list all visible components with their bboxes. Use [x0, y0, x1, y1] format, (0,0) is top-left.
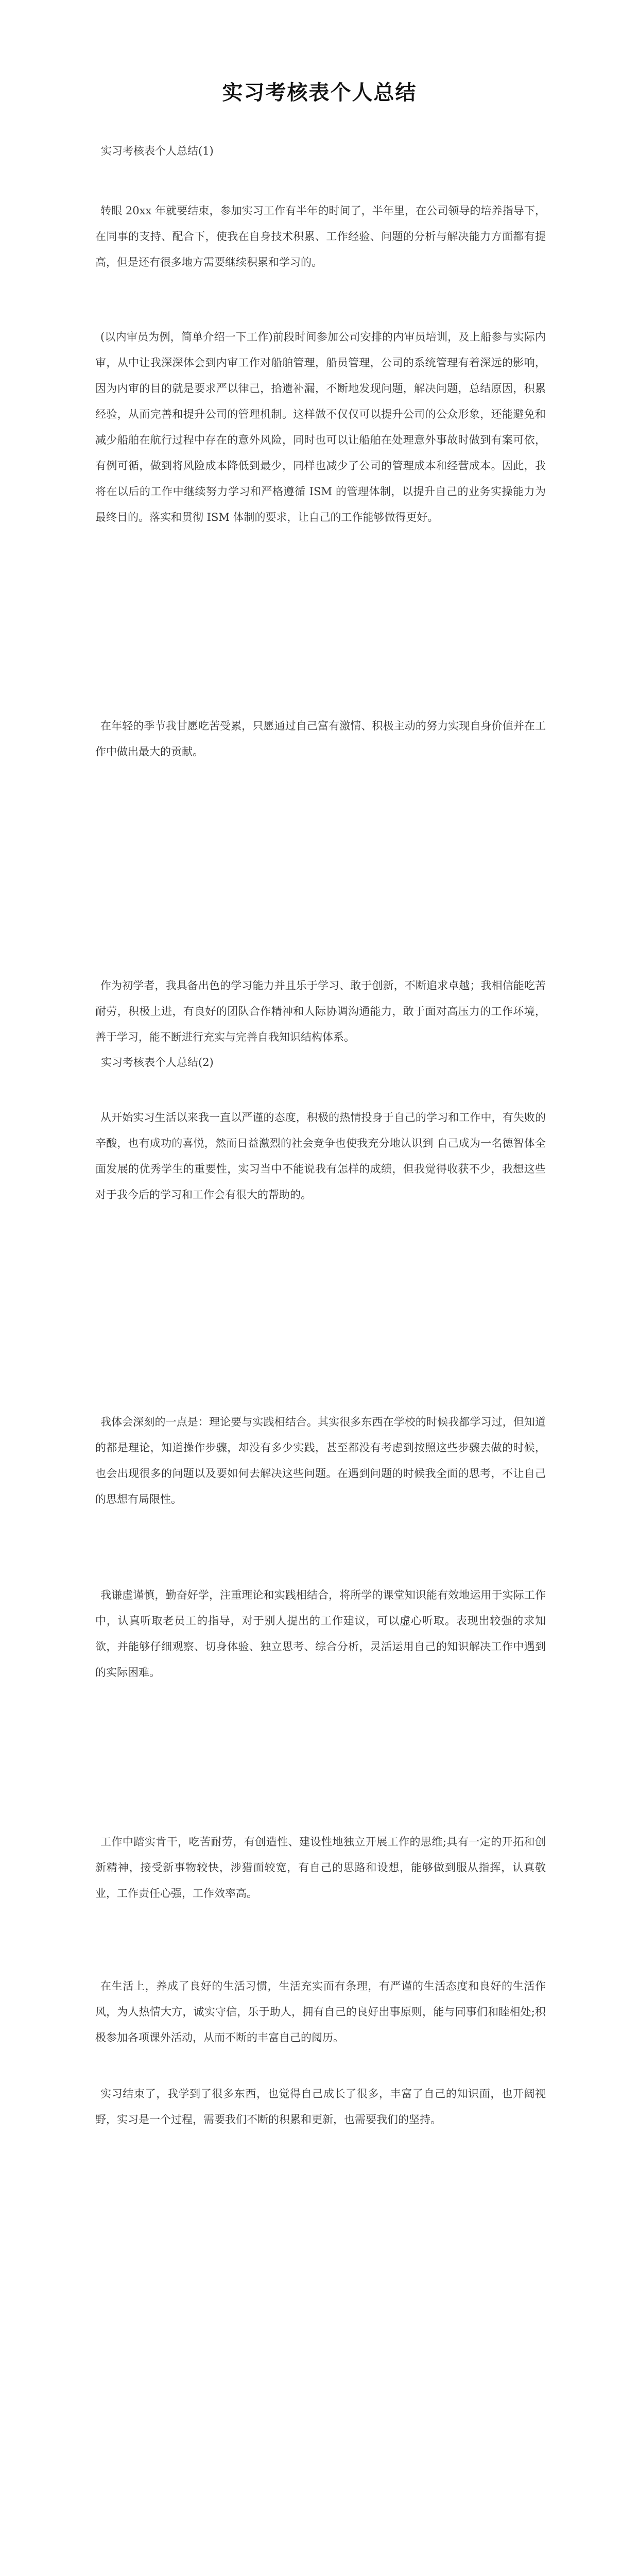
paragraph: 作为初学者，我具备出色的学习能力并且乐于学习、敢于创新，不断追求卓越；我相信能吃苦耐劳，积极上进，有良好的团队合作精神和人际协调沟通能力，敢于面对高压力的工作环境，善于学习，能不断进行充实与完善自我知识结构体系。: [95, 979, 546, 1043]
paragraph: 在年轻的季节我甘愿吃苦受累，只愿通过自己富有激情、积极主动的努力实现自身价值并在工作中做出最大的贡献。: [95, 720, 546, 758]
paragraph: (以内审员为例，简单介绍一下工作)前段时间参加公司安排的内审员培训，及上船参与实际内审，从中让我深深体会到内审工作对船舶管理，船员管理，公司的系统管理有着深远的影响，因为内审的目的就是要求严以律己，拾遗补漏，不断地发现问题，解决问题，总结原因，积累经验，从而完善和提升公司的管理机制。这样做不仅仅可以提升公司的公众形象，还能避免和减少船舶在航行过程中存在的意外风险，同时也可以让船舶在处理意外事故时做到有案可依，有例可循，做到将风险成本降低到最少，同样也减少了公司的管理成本和经营成本。因此，我将在以后的工作中继续努力学习和严格遵循 ISM 的管理体制，以提升自己的业务实操能力为最终目的。落实和贯彻 ISM 体制的要求，让自己的工作能够做得更好。: [95, 331, 546, 523]
paragraph: 转眼 20xx 年就要结束，参加实习工作有半年的时间了，半年里，在公司领导的培养指导下，在同事的支持、配合下，使我在自身技术积累、工作经验、问题的分析与解决能力方面都有提高，但是还有很多地方需要继续积累和学习的。: [95, 205, 546, 268]
section-2-heading: 实习考核表个人总结(2): [101, 1056, 214, 1069]
paragraph: 实习结束了，我学到了很多东西，也觉得自己成长了很多，丰富了自己的知识面，也开阔视野，实习是一个过程，需要我们不断的积累和更新，也需要我们的坚持。: [95, 2088, 546, 2126]
paragraph: 在生活上，养成了良好的生活习惯，生活充实而有条理，有严谨的生活态度和良好的生活作风，为人热情大方，诚实守信，乐于助人，拥有自己的良好出事原则，能与同事们和睦相处;积极参加各项课外活动，从而不断的丰富自己的阅历。: [95, 1980, 546, 2044]
paragraph: 我谦虚谨慎，勤奋好学，注重理论和实践相结合，将所学的课堂知识能有效地运用于实际工作中，认真听取老员工的指导，对于别人提出的工作建议，可以虚心听取。表现出较强的求知欲，并能够仔细观察、切身体验、独立思考、综合分析，灵活运用自己的知识解决工作中遇到的实际困难。: [95, 1589, 546, 1679]
section-1-heading: 实习考核表个人总结(1): [101, 145, 214, 157]
document-title: 实习考核表个人总结: [222, 80, 417, 105]
paragraph: 我体会深刻的一点是：理论要与实践相结合。其实很多东西在学校的时候我都学习过，但知道的都是理论，知道操作步骤，却没有多少实践，甚至都没有考虑到按照这些步骤去做的时候，也会出现很多的问题以及要如何去解决这些问题。在遇到问题的时候我全面的思考，不让自己的思想有局限性。: [95, 1416, 546, 1505]
paragraph: 工作中踏实肯干，吃苦耐劳，有创造性、建设性地独立开展工作的思维;具有一定的开拓和创新精神，接受新事物较快，涉猎面较宽，有自己的思路和设想，能够做到服从指挥，认真敬业，工作责任心强，工作效率高。: [95, 1836, 546, 1900]
paragraph: 从开始实习生活以来我一直以严谨的态度，积极的热情投身于自己的学习和工作中，有失败的辛酸，也有成功的喜悦，然而日益激烈的社会竞争也使我充分地认识到 自己成为一名德智体全面发展的优秀学生的重要性，实习当中不能说我有怎样的成绩，但我觉得收获不少，我想这些对于我今后的学习和工作会有很大的帮助的。: [95, 1111, 546, 1201]
